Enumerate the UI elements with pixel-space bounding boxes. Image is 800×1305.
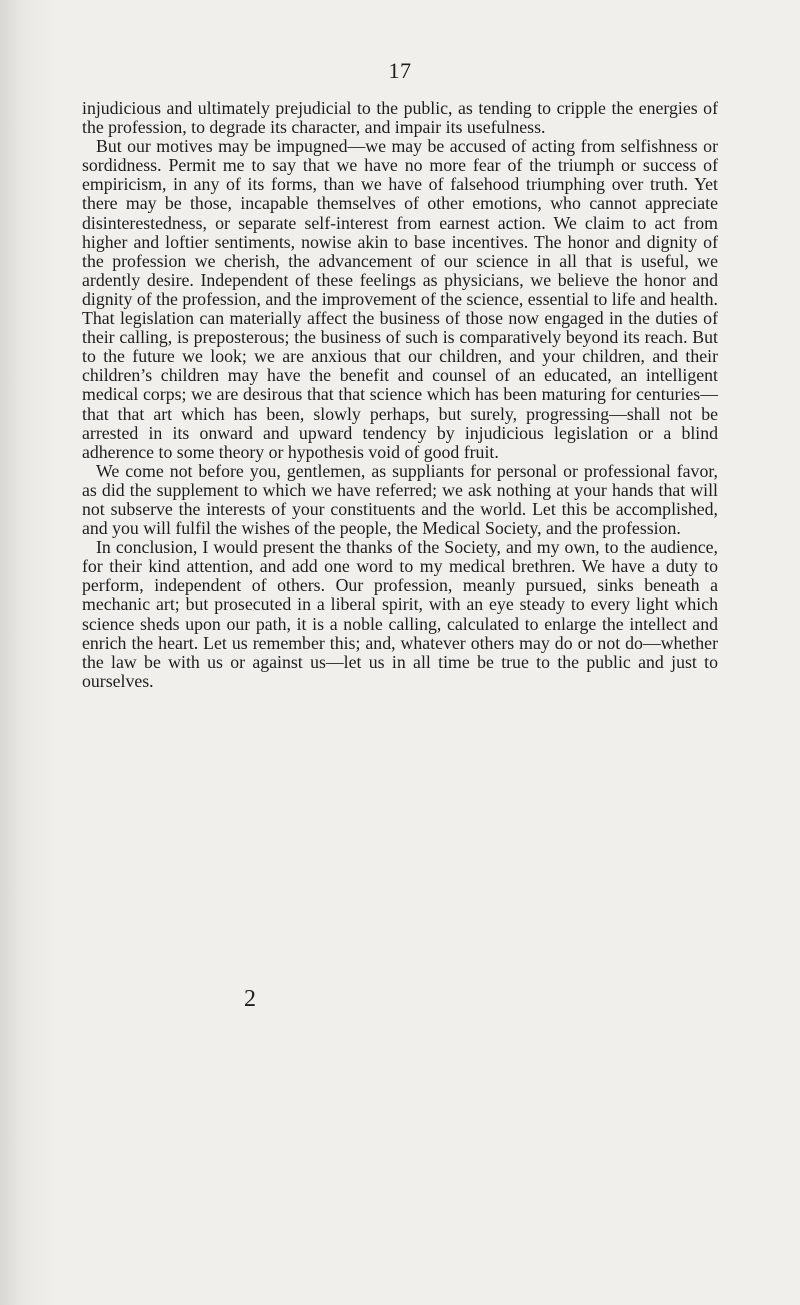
paragraph-2: But our motives may be impugned—we may be accused of acting from selfishness or sordidness. Permit me to say that we have no more fear of the triumph or success of empiricism, in any of its forms, than we have of falsehood triumphing over truth. Yet there may be those, incapable themselves of other emotions, who cannot appreciate disinterestedness, or separate self-interest from earnest action. We claim to act from higher and loftier sentiments, nowise akin to base incentives. The honor and dignity of the profession we cherish, the advancement of our science in all that is useful, we ardently desire. Independent of these feelings as physicians, we believe the honor and dignity of the profession, and the improvement of the science, essential to life and health. That legislation can materially affect the business of those now engaged in the duties of their calling, is preposterous; the business of such is comparatively beyond its reach. But to the future we look; we are anxious that our children, and your children, and their children’s children may have the benefit and counsel of an educated, an intelligent medical corps; we are desirous that that science which has been maturing for centuries—that that art which has been, slowly perhaps, but surely, progressing—shall not be arrested in its onward and upward tendency by injudicious legislation or a blind adherence to some theory or hypothesis void of good fruit. — [82, 136, 718, 462]
body-text — [82, 99, 718, 691]
signature-mark: 2 — [244, 986, 256, 1012]
paragraph-3: We come not before you, gentlemen, as suppliants for personal or professional favor, as did the supplement to which we have referred; we ask nothing at your hands that will not subserve the interests of your constituents and the world. Let this be accomplished, and you will fulfil the wishes of the people, the Medical Society, and the profession. — [82, 460, 718, 539]
paragraph-1: injudicious and ultimately prejudicial to the public, as tending to cripple the energies of the profession, to degrade its character, and impair its usefulness. — [82, 98, 718, 138]
paragraph-4: In conclusion, I would present the thanks of the Society, and my own, to the audience, for their kind attention, and add one word to my medical brethren. We have a duty to perform, independent of others. Our profession, meanly pursued, sinks beneath a mechanic art; but prosecuted in a liberal spirit, with an eye steady to every light which science sheds upon our path, it is a noble calling, calculated to enlarge the intellect and enrich the heart. Let us remember this; and, whatever others may do or not do—whether the law be with us or against us—let us in all time be true to the public and just to ourselves. — [82, 537, 718, 691]
page-number: 17 — [388, 58, 412, 83]
